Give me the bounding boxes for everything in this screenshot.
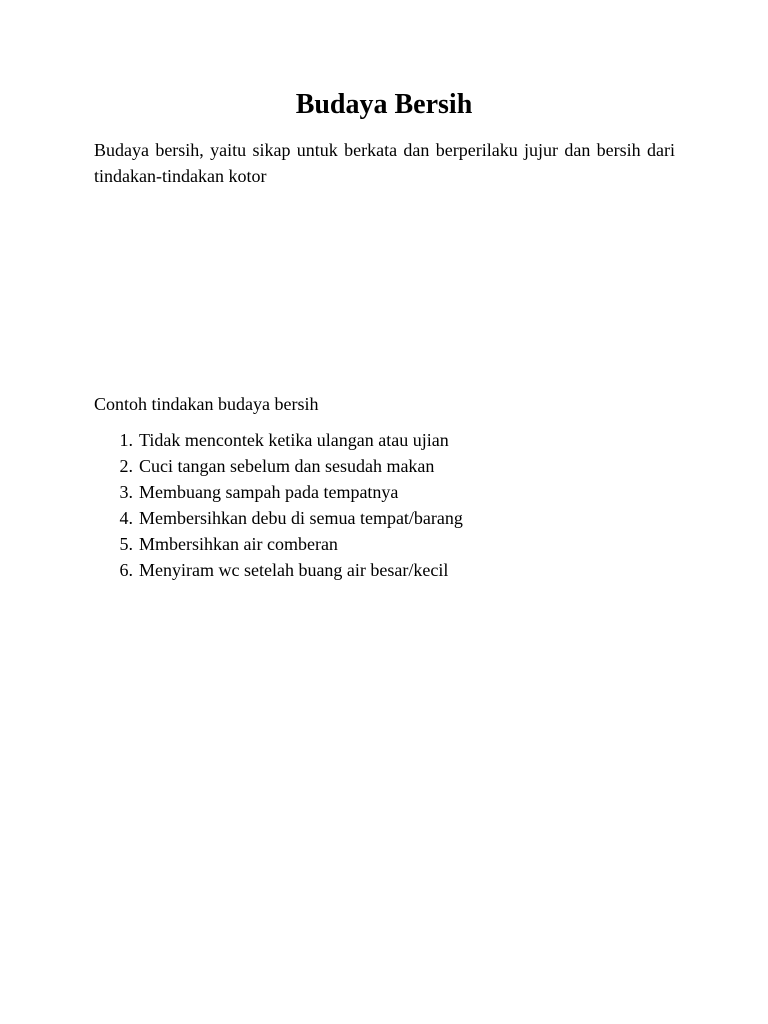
list-item-text: Menyiram wc setelah buang air besar/kecil [139, 560, 449, 580]
list-item-number: 6. [119, 560, 133, 580]
example-list [94, 427, 463, 583]
list-item-text: Membuang sampah pada tempatnya [139, 482, 399, 502]
intro-paragraph: Budaya bersih, yaitu sikap untuk berkata dan berperilaku jujur dan bersih dari tindakan-tindakan kotor [94, 140, 675, 186]
list-item-number: 3. [119, 482, 133, 502]
list-item-number: 1. [119, 430, 133, 450]
list-item-number: 4. [119, 508, 133, 528]
list-item [94, 453, 463, 479]
list-item-text: Membersihkan debu di semua tempat/barang [139, 508, 463, 528]
list-item-text: Tidak mencontek ketika ulangan atau ujian [139, 430, 449, 450]
list-item-number: 2. [119, 456, 133, 476]
list-item [94, 557, 463, 583]
list-item [94, 505, 463, 531]
list-item [94, 479, 463, 505]
list-item [94, 531, 463, 557]
list-item-text: Mmbersihkan air comberan [139, 534, 338, 554]
list-heading: Contoh tindakan budaya bersih [94, 394, 319, 414]
list-item-number: 5. [119, 534, 133, 554]
list-item [94, 427, 463, 453]
list-item-text: Cuci tangan sebelum dan sesudah makan [139, 456, 435, 476]
page-title: Budaya Bersih [295, 89, 473, 120]
